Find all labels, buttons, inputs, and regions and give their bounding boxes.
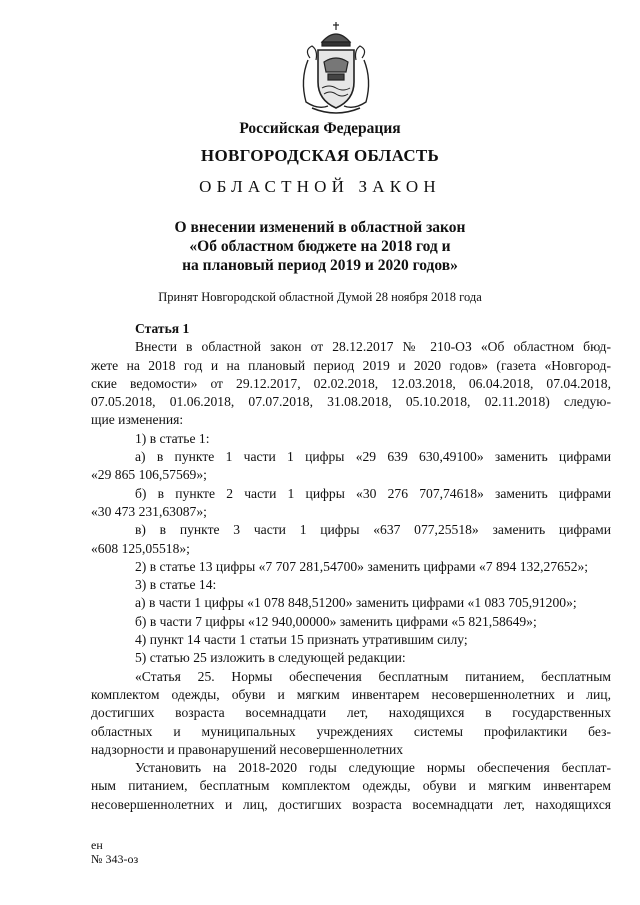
region-name: НОВГОРОДСКАЯ ОБЛАСТЬ <box>200 146 440 165</box>
body-line: 4) пункт 14 части 1 статьи 15 признать утратившим силу; <box>135 632 468 648</box>
body-line: ские ведомости» от 29.12.2017, 02.02.2018, 12.03.2018, 06.04.2018, 07.04.2018, <box>91 375 611 391</box>
body-line: 5) статью 25 изложить в следующей редакции: <box>135 650 406 666</box>
body-line: надзорности и правонарушений несовершеннолетних <box>91 741 404 757</box>
body-line: 2) в статье 13 цифры «7 707 281,54700» заменить цифрами «7 894 132,27652»; <box>135 558 589 574</box>
author-initials: ен <box>91 838 103 852</box>
body-line: щие изменения: <box>91 412 184 428</box>
article-heading: Статья 1 <box>135 321 190 336</box>
body-line: областных и муниципальных учреждениях системы профилактики без- <box>91 723 611 739</box>
body-line: «29 865 106,57569»; <box>91 467 207 483</box>
body-line: 3) в статье 14: <box>135 577 217 593</box>
body-line: комплектом одежды, обуви и мягким инвентарем несовершеннолетних и лиц, <box>91 686 611 702</box>
body-line: несовершеннолетних и лиц, достигших возраста восемнадцати лет, находящихся <box>91 796 611 812</box>
law-title-line: О внесении изменений в областной закон <box>174 219 466 236</box>
body-line: а) в пункте 1 части 1 цифры «29 639 630,49100» заменить цифрами <box>135 449 611 465</box>
law-title-line: «Об областном бюджете на 2018 год и <box>189 238 451 255</box>
body-line: б) в пункте 2 части 1 цифры «30 276 707,74618» заменить цифрами <box>135 485 611 501</box>
coat-of-arms-emblem <box>298 20 374 118</box>
body-line: «30 473 231,63087»; <box>91 503 207 519</box>
law-type: ОБЛАСТНОЙ ЗАКОН <box>199 177 441 196</box>
law-title <box>0 218 640 275</box>
body-line: достигших возраста восемнадцати лет, находящихся в государственных <box>91 705 611 721</box>
body-line: б) в части 7 цифры «12 940,00000» заменить цифрами «5 821,58649»; <box>135 613 537 629</box>
body-line: «608 125,05518»; <box>91 540 190 556</box>
body-line: 07.05.2018, 01.06.2018, 07.07.2018, 31.08.2018, 05.10.2018, 02.11.2018) следую- <box>91 394 611 410</box>
body-line: Внести в областной закон от 28.12.2017 № 210-ОЗ «Об областном бюд- <box>135 339 611 355</box>
body-line: в) в пункте 3 части 1 цифры «637 077,25518» заменить цифрами <box>135 522 611 538</box>
body-line: жете на 2018 год и на плановый период 2019 и 2020 годов» (газета «Новгород- <box>91 357 611 373</box>
body-line: Установить на 2018-2020 годы следующие нормы обеспечения бесплат- <box>135 760 611 776</box>
body-line: «Статья 25. Нормы обеспечения бесплатным питанием, бесплатным <box>135 668 611 684</box>
adoption-note: Принят Новгородской областной Думой 28 ноября 2018 года <box>158 290 482 304</box>
law-body <box>91 320 611 814</box>
body-line: 1) в статье 1: <box>135 430 210 446</box>
body-line: ным питанием, бесплатным комплектом одежды, обуви и мягким инвентарем <box>91 778 611 794</box>
law-number: № 343-оз <box>91 852 139 866</box>
law-title-line: на плановый период 2019 и 2020 годов» <box>182 257 458 274</box>
document-footer <box>91 838 138 866</box>
body-line: а) в части 1 цифры «1 078 848,51200» заменить цифрами «1 083 705,91200»; <box>135 595 577 611</box>
federation-name: Российская Федерация <box>239 120 401 137</box>
